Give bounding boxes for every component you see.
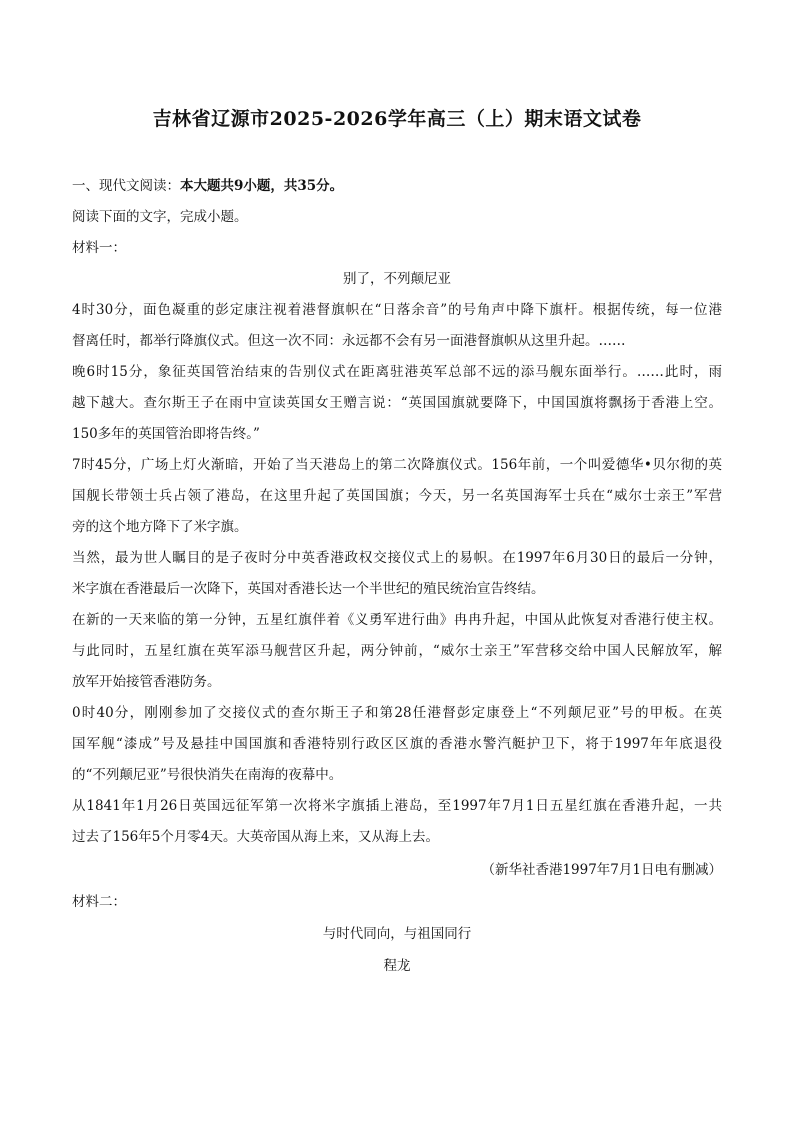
material1-line: 国军舰“漆成”号及悬挂中国国旗和香港特别行政区区旗的香港水警汽艇护卫下，将于1997年年底退役	[72, 736, 722, 752]
section-heading	[72, 176, 722, 196]
material1-label: 材料一：	[72, 240, 126, 256]
material1-line: 与此同时，五星红旗在英军添马舰营区升起，两分钟前，“威尔士亲王”军营移交给中国人民解放军，解	[72, 643, 722, 659]
material2-title: 与时代同向，与祖国同行	[322, 926, 472, 942]
material1-line: 放军开始接管香港防务。	[72, 674, 221, 690]
material1-line: 4时30分，面色凝重的彭定康注视着港督旗帜在“日落余音”的号角声中降下旗杆。根据传统，每一位港	[72, 302, 722, 318]
material1-line: 的“不列颠尼亚”号很快消失在南海的夜幕中。	[72, 767, 343, 783]
material1-line: 150多年的英国管治即将告终。”	[72, 426, 260, 442]
material1-line: 越下越大。查尔斯王子在雨中宣读英国女王赠言说：“英国国旗就要降下，中国国旗将飘扬于香港上空。	[72, 395, 722, 411]
instruction: 阅读下面的文字，完成小题。	[72, 209, 248, 225]
material1-line: 0时40分，刚刚参加了交接仪式的查尔斯王子和第28任港督彭定康登上“不列颠尼亚”号的甲板。在英	[72, 705, 722, 721]
material2-label: 材料二：	[72, 894, 126, 910]
material1-line: 国舰长带领士兵占领了港岛，在这里升起了英国国旗；今天，另一名英国海军士兵在“威尔士亲王”军营	[72, 488, 722, 504]
exam-title: 吉林省辽源市2025-2026学年高三（上）期末语文试卷	[152, 108, 642, 130]
material1-line: 7时45分，广场上灯火渐暗，开始了当天港岛上的第二次降旗仪式。156年前，一个叫爱德华•贝尔彻的英	[72, 457, 722, 473]
material1-source: （新华社香港1997年7月1日电有删减）	[481, 862, 722, 878]
material1-line: 从1841年1月26日英国远征军第一次将米字旗插上港岛，至1997年7月1日五星红旗在香港升起，一共	[72, 798, 722, 814]
material1-line: 在新的一天来临的第一分钟，五星红旗伴着《义勇军进行曲》冉冉升起，中国从此恢复对香港行使主权。	[72, 612, 722, 628]
material2-author: 程龙	[383, 958, 411, 974]
material1-line: 晚6时15分，象征英国管治结束的告别仪式在距离驻港英军总部不远的添马舰东面举行。……此时，雨	[72, 364, 722, 380]
material1-line: 督离任时，都举行降旗仪式。但这一次不同：永远都不会有另一面港督旗帜从这里升起。……	[72, 333, 626, 349]
material1-line: 旁的这个地方降下了米字旗。	[72, 519, 248, 535]
section-heading-detail: 本大题共9小题，共35分。	[180, 178, 344, 194]
section-heading-prefix: 一、现代文阅读：	[72, 178, 180, 194]
material1-line: 当然，最为世人瞩目的是子夜时分中英香港政权交接仪式上的易帜。在1997年6月30日的最后一分钟，	[72, 550, 722, 566]
material1-line: 过去了156年5个月零4天。大英帝国从海上来，又从海上去。	[72, 829, 439, 845]
material1-title: 别了，不列颠尼亚	[343, 271, 451, 287]
material1-line: 米字旗在香港最后一次降下，英国对香港长达一个半世纪的殖民统治宣告终结。	[72, 581, 545, 597]
